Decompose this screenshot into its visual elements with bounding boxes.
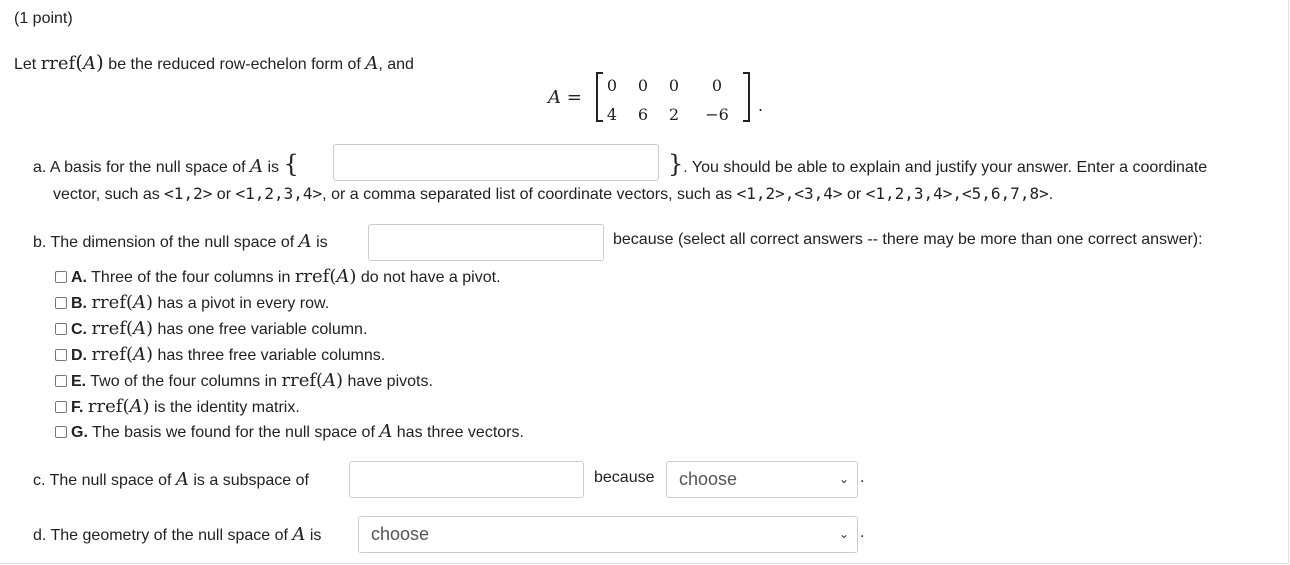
or-text: or — [212, 186, 236, 203]
example-vector: <1,2> — [164, 184, 213, 203]
intro-tail: , and — [378, 56, 414, 73]
option-text: Three of the four columns in — [87, 269, 295, 286]
checkbox-b[interactable] — [55, 297, 67, 309]
math-A-2: A — [365, 53, 379, 74]
matrix-cell: 4 — [606, 105, 618, 124]
option-g[interactable] — [55, 421, 524, 442]
rref-math: rref — [281, 370, 317, 391]
option-letter: A. — [71, 269, 87, 286]
part-c-mid: is a subspace of — [188, 472, 309, 489]
part-c-because: because — [594, 469, 655, 486]
part-c-reason-select[interactable] — [666, 461, 858, 498]
option-f[interactable]: F. rref(A) is the identity matrix. — [55, 396, 300, 417]
part-a-is: is — [263, 159, 284, 176]
math-A: A — [250, 156, 264, 177]
matrix-cell: 0 — [637, 76, 649, 95]
right-bracket — [743, 72, 750, 122]
part-b-prefix-line — [33, 231, 328, 252]
matrix-cell: −6 — [705, 105, 729, 124]
part-a-after: . You should be able to explain and justify your answer. Enter a coordinate — [683, 159, 1208, 176]
checkbox-a[interactable] — [55, 271, 67, 283]
math-A: A — [83, 53, 97, 74]
option-d[interactable]: D. rref(A) has three free variable columns. — [55, 344, 385, 365]
period: . — [860, 469, 865, 486]
matrix-cell: 0 — [711, 76, 723, 95]
intro-prefix: Let — [14, 56, 41, 73]
option-text: do not have a pivot. — [356, 269, 501, 286]
math-A: A — [379, 421, 393, 442]
matrix-cell: 2 — [668, 105, 680, 124]
matrix-cell: 0 — [668, 76, 680, 95]
math-A: A — [298, 231, 312, 252]
math-A: A — [292, 524, 306, 545]
option-letter: C. — [71, 321, 87, 338]
option-text: Two of the four columns in — [86, 373, 282, 390]
rref-math: rref — [91, 292, 126, 313]
checkbox-c[interactable] — [55, 323, 67, 335]
math-A: A — [133, 344, 147, 365]
example-vector-list: <1,2>,<3,4> — [736, 184, 843, 203]
math-A: A — [129, 396, 143, 417]
option-text: has three free variable columns. — [153, 347, 386, 364]
option-text: have pivots. — [343, 373, 433, 390]
option-c[interactable]: C. rref(A) has one free variable column. — [55, 318, 367, 339]
option-letter: E. — [71, 373, 87, 390]
part-d-prefix-line — [33, 524, 321, 545]
math-A: A — [175, 469, 189, 490]
rref-math: rref — [87, 396, 123, 417]
option-text: has a pivot in every row. — [153, 295, 330, 312]
part-c-prefix: c. The null space of — [33, 472, 176, 489]
rref-math: rref — [91, 344, 126, 365]
example-vector-list: <1,2,3,4>,<5,6,7,8> — [865, 184, 1049, 203]
intro-line — [14, 50, 414, 74]
option-b[interactable]: B. rref(A) has a pivot in every row. — [55, 292, 329, 313]
part-c-prefix-line — [33, 469, 309, 490]
option-text: has three vectors. — [392, 424, 524, 441]
part-a-line1-suffix — [668, 150, 1207, 178]
points-label: (1 point) — [14, 10, 73, 27]
math-A: A — [336, 266, 350, 287]
rref-math: rref — [91, 318, 126, 339]
intro-suffix: be the reduced row-echelon form of — [103, 56, 366, 73]
period: . — [860, 524, 865, 541]
checkbox-g[interactable] — [55, 426, 67, 438]
math-A: A — [133, 318, 147, 339]
null-space-dimension-input[interactable] — [368, 224, 604, 261]
option-letter: B. — [71, 295, 87, 312]
example-vector: <1,2,3,4> — [235, 184, 323, 203]
part-b-because: because (select all correct answers -- there may be more than one correct answer): — [613, 231, 1203, 248]
right-brace: } — [668, 150, 684, 178]
option-text: The basis we found for the null space of — [87, 424, 380, 441]
part-d-prefix: d. The geometry of the null space of — [33, 527, 293, 544]
part-b-is: is — [311, 234, 328, 251]
option-text: is the identity matrix. — [149, 399, 300, 416]
option-a[interactable]: A. Three of the four columns in rref(A) do not have a pivot. — [55, 266, 501, 287]
null-space-basis-input[interactable] — [333, 144, 659, 181]
chevron-down-icon: ⌄ — [838, 472, 849, 486]
part-a-prefix: a. A basis for the null space of — [33, 159, 251, 176]
period: . — [1048, 186, 1054, 203]
option-e[interactable]: E. Two of the four columns in rref(A) have pivots. — [55, 370, 433, 391]
part-a-line2-prefix: vector, such as — [53, 186, 165, 203]
rref-math: rref — [40, 53, 76, 74]
chevron-down-icon: ⌄ — [838, 527, 849, 541]
subspace-input[interactable] — [349, 461, 584, 498]
checkbox-d[interactable] — [55, 349, 67, 361]
math-A: A — [323, 370, 337, 391]
select-value: choose — [371, 524, 430, 544]
left-brace: { — [283, 150, 299, 178]
open-paren: ( — [75, 50, 84, 74]
part-a-line1-prefix — [33, 150, 299, 178]
part-b-prefix: b. The dimension of the null space of — [33, 234, 299, 251]
part-a-line2 — [53, 184, 1053, 204]
option-letter: G. — [71, 424, 88, 441]
geometry-select[interactable] — [358, 516, 858, 553]
or-text: or — [842, 186, 866, 203]
option-letter: D. — [71, 347, 87, 364]
checkbox-e[interactable] — [55, 375, 67, 387]
select-value: choose — [679, 469, 738, 489]
rref-math: rref — [294, 266, 330, 287]
close-paren: ) — [96, 50, 104, 74]
matrix-period: . — [758, 96, 764, 115]
part-a-mid: , or a comma separated list of coordinate vectors, such as — [322, 186, 737, 203]
part-d-is: is — [305, 527, 322, 544]
checkbox-f[interactable] — [55, 401, 67, 413]
matrix-label: A = — [548, 87, 582, 108]
option-letter: F. — [71, 399, 84, 416]
matrix-cell: 6 — [637, 105, 649, 124]
matrix-cell: 0 — [606, 76, 618, 95]
option-text: has one free variable column. — [153, 321, 368, 338]
math-A: A — [133, 292, 147, 313]
